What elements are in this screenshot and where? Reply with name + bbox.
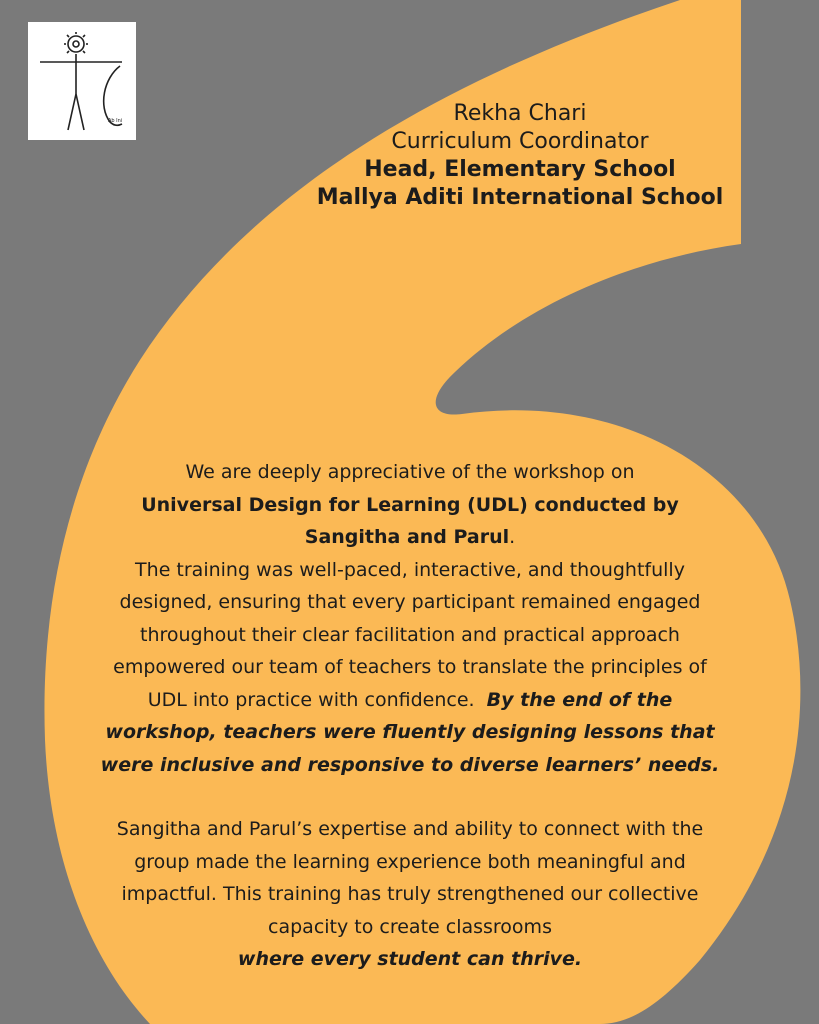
school-logo [28,22,136,140]
author-name: Rekha Chari [453,101,587,126]
body-line-4: empowered our team of teachers to translate the principles of [113,656,707,678]
facilitators: Sangitha and Parul [304,526,510,548]
highlight-3: were inclusive and responsive to diverse learners’ needs. [100,753,720,776]
workshop-name: Universal Design for Learning (UDL) conducted by [141,493,679,516]
school-name: Mallya Aditi International School [316,185,724,210]
para2-line-3: impactful. This training has truly strengthened our collective [121,883,699,905]
body-line-5-row [40,684,780,717]
stick-figure-logo-icon [28,22,136,140]
author-role: Curriculum Coordinator [391,129,649,154]
body-line-2: designed, ensuring that every participant remained engaged [119,591,701,613]
facilitators-line [40,521,780,554]
closing-line: where every student can thrive. [237,948,583,970]
highlight-2: workshop, teachers were fluently designing lessons that [105,721,715,743]
testimonial-text [40,456,780,976]
paragraph-gap [40,781,780,813]
para2-line-4: capacity to create classrooms [268,915,552,938]
author-title: Head, Elementary School [364,157,676,182]
logo-tiny-text: Ab Ini [108,118,123,124]
body-line-1: The training was well-paced, interactive, and thoughtfully [135,558,685,581]
para2-line-1: Sangitha and Parul’s expertise and ability to connect with the [116,818,704,840]
intro-line: We are deeply appreciative of the workshop on [185,461,635,483]
body-line-3: throughout their clear facilitation and practical approach [140,623,680,646]
para2-line-2: group made the learning experience both meaningful and [134,850,686,873]
facilitators-period: . [509,526,516,548]
author-block [250,100,790,212]
highlight-1: By the end of the [486,688,673,711]
body-line-5: UDL into practice with confidence. [147,688,475,711]
